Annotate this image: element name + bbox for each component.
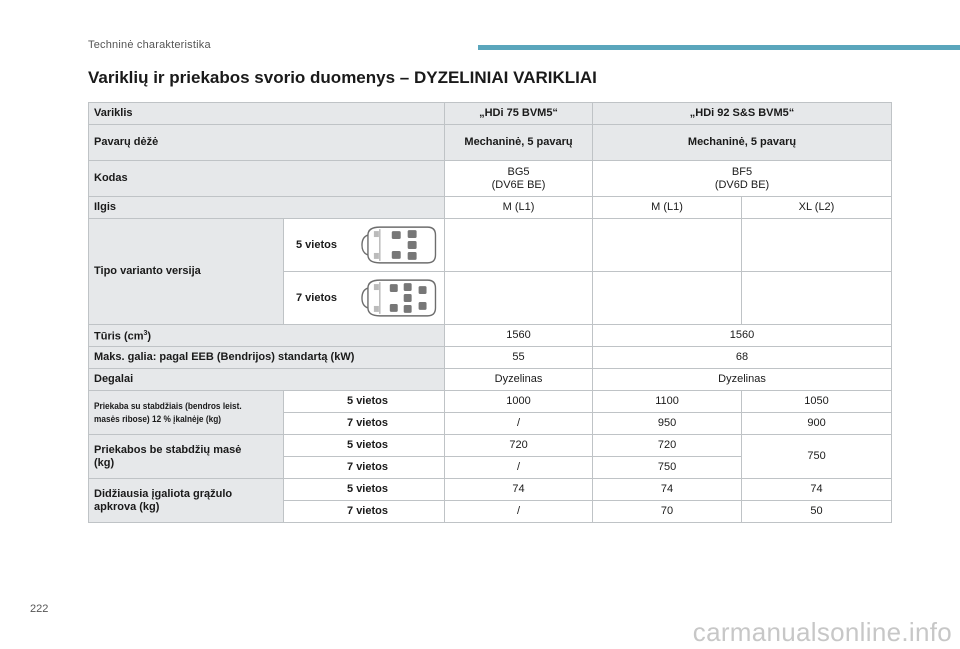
braked-7-seats-label: 7 vietos [284, 413, 445, 435]
towball-7-seats-value-3: 50 [742, 501, 892, 523]
volume-label-main: Tūris (cm [94, 330, 144, 343]
table-row [89, 369, 892, 391]
fuel-value-1: Dyzelinas [445, 369, 593, 391]
volume-value-1: 1560 [445, 325, 593, 347]
braked-trailer-label-line2: masės ribose) 12 % įkalnėje (kg) [94, 413, 222, 424]
section-label: Techninė charakteristika [88, 39, 211, 51]
towball-7-seats-value-2: 70 [593, 501, 742, 523]
version-7-seats-cell-3 [742, 272, 892, 325]
page-number: 222 [30, 603, 49, 615]
towball-5-seats-value-2: 74 [593, 479, 742, 501]
unbraked-7-seats-value-2: 750 [593, 457, 742, 479]
van-7-seats-icon [360, 276, 439, 320]
table-row [89, 435, 892, 457]
braked-5-seats-label: 5 vietos [284, 391, 445, 413]
unbraked-5-seats-label: 5 vietos [284, 435, 445, 457]
gearbox-value-2: Mechaninė, 5 pavarų [593, 125, 892, 161]
power-label: Maks. galia: pagal EEB (Bendrijos) standartą (kW) [89, 347, 445, 369]
braked-5-seats-value-3: 1050 [742, 391, 892, 413]
table-row [89, 197, 892, 219]
length-value-3: XL (L2) [742, 197, 892, 219]
table-row [89, 125, 892, 161]
length-value-2: M (L1) [593, 197, 742, 219]
gearbox-label: Pavarų dėžė [89, 125, 445, 161]
table-row [89, 347, 892, 369]
engine-label: Variklis [89, 103, 445, 125]
unbraked-5-seats-value-1: 720 [445, 435, 593, 457]
unbraked-trailer-label-line2: (kg) [94, 456, 115, 469]
engine-value-2: „HDi 92 S&S BVM5“ [593, 103, 892, 125]
code-value-1-line1: BG5 [507, 165, 530, 178]
engine-value-1: „HDi 75 BVM5“ [445, 103, 593, 125]
length-value-1: M (L1) [445, 197, 593, 219]
unbraked-5-seats-value-2: 720 [593, 435, 742, 457]
towball-7-seats-value-1: / [445, 501, 593, 523]
unbraked-trailer-label-line1: Priekabos be stabdžių masė [94, 443, 242, 456]
table-row [89, 161, 892, 197]
volume-label [89, 325, 445, 347]
version-5-seats-cell-2 [593, 219, 742, 272]
towball-5-seats-value-1: 74 [445, 479, 593, 501]
unbraked-trailer-label [89, 435, 284, 479]
code-value-1-line2: (DV6E BE) [491, 178, 546, 191]
unbraked-7-seats-label: 7 vietos [284, 457, 445, 479]
gearbox-value-1: Mechaninė, 5 pavarų [445, 125, 593, 161]
version-5-seats-cell-1 [445, 219, 593, 272]
volume-value-2: 1560 [593, 325, 892, 347]
code-value-1 [445, 161, 593, 197]
fuel-label: Degalai [89, 369, 445, 391]
engine-weight-table [88, 102, 892, 523]
braked-5-seats-value-1: 1000 [445, 391, 593, 413]
page-title: Variklių ir priekabos svorio duomenys – DYZELINIAI VARIKLIAI [88, 68, 597, 87]
towball-load-label-line1: Didžiausia įgaliota grąžulo [94, 487, 233, 500]
braked-5-seats-value-2: 1100 [593, 391, 742, 413]
braked-7-seats-value-2: 950 [593, 413, 742, 435]
code-label: Kodas [89, 161, 445, 197]
table-row [89, 391, 892, 413]
volume-label-end: ) [147, 330, 152, 343]
unbraked-7-seats-value-1: / [445, 457, 593, 479]
van-5-seats-icon [360, 223, 439, 267]
table-row [89, 103, 892, 125]
version-5-seats-cell-3 [742, 219, 892, 272]
braked-7-seats-value-3: 900 [742, 413, 892, 435]
code-value-2-line2: (DV6D BE) [714, 178, 770, 191]
section-accent-bar [478, 45, 960, 50]
version-5-seats [284, 219, 445, 272]
table-row [89, 219, 892, 272]
power-value-2: 68 [593, 347, 892, 369]
length-label: Ilgis [89, 197, 445, 219]
version-label: Tipo varianto versija [89, 219, 284, 325]
unbraked-value-3: 750 [742, 435, 892, 479]
table-row [89, 325, 892, 347]
code-value-2-line1: BF5 [731, 165, 753, 178]
braked-trailer-label [89, 391, 284, 435]
towball-5-seats-label: 5 vietos [284, 479, 445, 501]
version-7-seats-cell-1 [445, 272, 593, 325]
version-7-seats-label: 7 vietos [296, 291, 337, 304]
table-row [89, 479, 892, 501]
version-5-seats-label: 5 vietos [296, 238, 337, 251]
towball-7-seats-label: 7 vietos [284, 501, 445, 523]
fuel-value-2: Dyzelinas [593, 369, 892, 391]
watermark: carmanualsonline.info [692, 617, 952, 647]
braked-7-seats-value-1: / [445, 413, 593, 435]
volume-label-sup: 3 [143, 330, 148, 338]
version-7-seats-cell-2 [593, 272, 742, 325]
towball-5-seats-value-3: 74 [742, 479, 892, 501]
version-7-seats [284, 272, 445, 325]
braked-trailer-label-line1: Priekaba su stabdžiais (bendros leist. [94, 400, 242, 411]
towball-load-label [89, 479, 284, 523]
towball-load-label-line2: apkrova (kg) [94, 500, 160, 513]
power-value-1: 55 [445, 347, 593, 369]
code-value-2 [593, 161, 892, 197]
